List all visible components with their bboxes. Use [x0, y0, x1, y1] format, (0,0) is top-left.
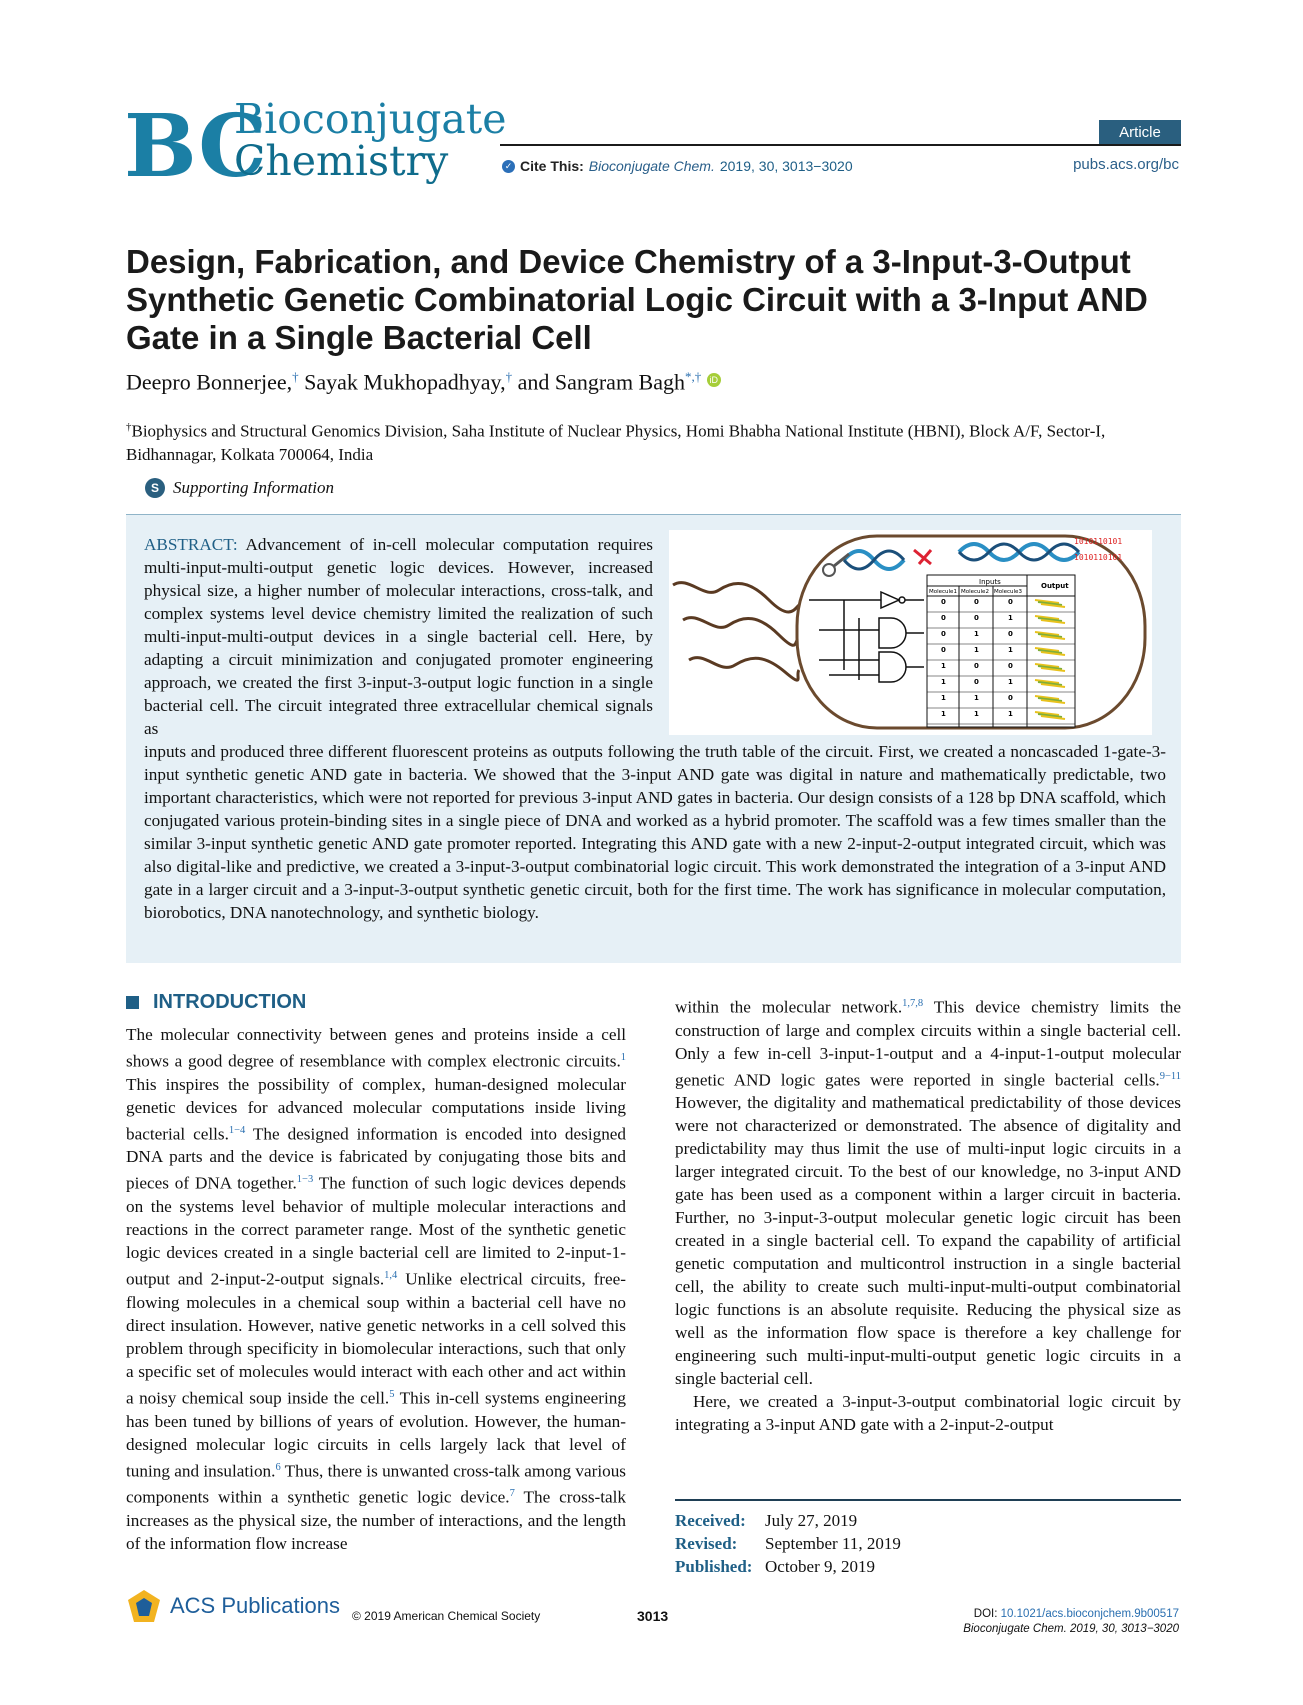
- cite-journal: Bioconjugate Chem.: [588, 158, 715, 174]
- affil-mark: †: [505, 369, 513, 384]
- journal-name-line1: Bioconjugate: [234, 95, 507, 143]
- cite-label: Cite This:: [520, 158, 584, 174]
- article-title: Design, Fabrication, and Device Chemistry of a 3-Input-3-Output Synthetic Genetic Combinatorial Logic Circuit with a 3-Input AND Gate in a Single Bacterial Cell: [126, 243, 1148, 356]
- truth-table-cell: 0: [1008, 694, 1013, 702]
- col-header-3: Molecule3: [994, 589, 1022, 595]
- truth-table-cell: 1: [1008, 678, 1013, 686]
- doi-label: DOI:: [973, 1608, 998, 1620]
- citation-link[interactable]: 1−3: [296, 1174, 314, 1186]
- supporting-info-label: Supporting Information: [173, 478, 335, 497]
- intro-paragraph-1-cont: within the molecular network.$^{1,7,8}$ This device chemistry limits the construction of large and complex circuits within a single bacterial cell. Only a few in-cell 3-input-1-output and a 4-input-1-output molecular genetic AND logic gates were reported in single bacterial cells.$^{9-11}$ However, the digitality and mathematical predictability of those devices were not characterized or demonstrated. The absence of digitality and predictability may thus limit the use of multi-input logic circuits in a larger integrated circuit. To the best of our knowledge, no 3-input AND gate has been used as a component within a larger circuit in bacteria. Further, no 3-input-3-output molecular genetic logic circuit has been created in a single bacterial cell. To expand the capability of artificial genetic computation and multicontrol instruction in a single bacterial cell, the ability to create such multi-input-multi-output combinatorial logic functions is an absolute requisite. Reducing the physical size as well as the information flow space is therefore a key challenge for engineering such multi-input-multi-output genetic logic circuits in a single bacterial cell.: [675, 997, 1181, 1389]
- journal-logo-icon: [124, 96, 267, 197]
- journal-name-line2: Chemistry: [234, 137, 449, 185]
- signal-wave-1: [673, 583, 799, 612]
- footer-citation: Bioconjugate Chem. 2019, 30, 3013−3020: [963, 1623, 1179, 1635]
- supporting-information-link[interactable]: [145, 478, 334, 498]
- truth-table-cell: 1: [1008, 614, 1013, 622]
- toc-graphic-svg: [669, 530, 1152, 735]
- intro-left-column: [126, 1023, 626, 1555]
- dates-rule: [675, 1499, 1181, 1501]
- affiliation: [126, 416, 1186, 466]
- truth-table-cell: 1: [974, 710, 979, 718]
- col-header-2: Molecule2: [961, 589, 989, 595]
- abstract-label: ABSTRACT:: [144, 535, 238, 554]
- publication-dates: [675, 1509, 901, 1578]
- citation-link[interactable]: 9−11: [1159, 1070, 1181, 1082]
- author-3[interactable]: and Sangram Bagh: [517, 369, 685, 395]
- truth-table-cell: 1: [974, 630, 979, 638]
- citation-link[interactable]: 1,7,8: [902, 998, 924, 1009]
- citation-link[interactable]: 1,4: [384, 1270, 398, 1282]
- journal-url-link[interactable]: pubs.acs.org/bc: [1073, 156, 1179, 173]
- affiliation-text: Biophysics and Structural Genomics Division, Saha Institute of Nuclear Physics, Homi Bhabha National Institute (HBNI), Block A/F, Sector-I, Bidhannagar, Kolkata 700064, India: [126, 421, 1106, 464]
- acs-publications-text: ACS Publications: [170, 1593, 340, 1618]
- truth-table-cell: 0: [941, 614, 946, 622]
- author-list: [126, 369, 721, 395]
- binary-2: 1010110101: [1074, 553, 1123, 562]
- truth-table-cell: 1: [1008, 710, 1013, 718]
- section-square-icon: [126, 996, 139, 1009]
- intro-right-column: [675, 992, 1181, 1436]
- author-2[interactable]: Sayak Mukhopadhyay,: [304, 369, 506, 395]
- page-number: 3013: [637, 1608, 669, 1624]
- abstract-part1: [144, 533, 653, 740]
- author-1[interactable]: Deepro Bonnerjee,: [126, 369, 293, 395]
- abstract-text-1: Advancement of in-cell molecular computation requires multi-input-multi-output genetic logic devices. However, increased physical size, a higher number of molecular interactions, cross-talk, and complex systems level device chemistry limited the realization of such multi-input-multi-output devices in a single bacterial cell. Here, by adapting a circuit minimization and conjugated promoter engineering approach, we created the first 3-input-3-output logic function in a single bacterial cell. The circuit integrated three extracellular chemical signals as: [144, 535, 653, 738]
- cite-volume: 2019, 30, 3013−3020: [719, 158, 853, 174]
- citation-link[interactable]: 1−4: [228, 1124, 246, 1136]
- truth-table-cell: 0: [974, 598, 979, 606]
- truth-table-cell: 0: [974, 614, 979, 622]
- citation-link[interactable]: 6: [275, 1461, 281, 1473]
- truth-table-cell: 1: [941, 678, 946, 686]
- received-label: Received:: [675, 1511, 746, 1530]
- affil-mark: †: [126, 421, 132, 433]
- truth-table-cell: 1: [974, 694, 979, 702]
- supporting-info-icon: S: [145, 478, 165, 498]
- acs-shield-icon: [126, 1588, 162, 1624]
- copyright: © 2019 American Chemical Society: [352, 1609, 541, 1623]
- truth-table-cell: 0: [1008, 598, 1013, 606]
- truth-table: [927, 575, 1075, 727]
- logo-b: BC: [124, 96, 267, 197]
- published-date: October 9, 2019: [765, 1557, 876, 1576]
- truth-table-cell: 0: [1008, 630, 1013, 638]
- truth-table-cell: 0: [941, 630, 946, 638]
- truth-table-cell: 1: [941, 662, 946, 670]
- output-header: Output: [1041, 582, 1069, 590]
- article-type-badge: Article: [1099, 120, 1181, 144]
- published-label: Published:: [675, 1557, 753, 1576]
- abstract-part2: inputs and produced three different fluorescent proteins as outputs following the truth table of the circuit. First, we created a noncascaded 1-gate-3-input synthetic genetic AND gate in bacteria. We showed that the 3-input AND gate was digital in nature and mathematically predictable, two important characteristics, which were not reported for previous 3-input AND gates in bacteria. Our design consists of a 128 bp DNA scaffold, which conjugated various protein-binding sites in a single piece of DNA and worked as a hybrid promoter. The scaffold was a few times smaller than the similar 3-input synthetic genetic AND gate promoter reported. Integrating this AND gate with a new 2-input-2-output integrated circuit, which was also digital-like and predictive, we created a 3-input-3-output combinatorial logic circuit. This work demonstrated the integration of a 3-input AND gate in a larger circuit and a 3-input-3-output synthetic genetic circuit, both for the first time. The work has significance in molecular computation, biorobotics, DNA nanotechnology, and synthetic biology.: [144, 742, 1166, 922]
- header-rule: [500, 144, 1181, 146]
- corresponding-mark: *,†: [685, 369, 702, 384]
- acs-publications-logo[interactable]: [126, 1588, 340, 1624]
- citation-link[interactable]: 1: [620, 1052, 626, 1063]
- truth-table-cell: 1: [1008, 646, 1013, 654]
- inputs-header: Inputs: [979, 578, 1001, 586]
- section-heading-introduction: [126, 991, 306, 1014]
- toc-graphic: [669, 530, 1152, 735]
- cite-this[interactable]: [502, 158, 853, 174]
- received-date: July 27, 2019: [765, 1511, 858, 1530]
- truth-table-cell: 1: [941, 710, 946, 718]
- revised-label: Revised:: [675, 1534, 738, 1553]
- affil-mark: †: [292, 369, 299, 384]
- truth-table-cell: 0: [941, 646, 946, 654]
- truth-table-cell: 1: [941, 694, 946, 702]
- section-heading-text: INTRODUCTION: [153, 991, 307, 1013]
- intro-paragraph-2: Here, we created a 3-input-3-output combinatorial logic circuit by integrating a 3-input AND gate with a 2-input-2-output: [675, 1392, 1181, 1435]
- check-icon: ✓: [502, 160, 515, 173]
- col-header-1: Molecule1: [929, 589, 957, 595]
- orcid-icon[interactable]: iD: [707, 373, 721, 387]
- truth-table-cell: 0: [974, 678, 979, 686]
- binary-1: 1010110101: [1074, 537, 1123, 546]
- intro-paragraph-1: The molecular connectivity between genes and proteins inside a cell shows a good degree of resemblance with complex electronic circuits.$^1$ This inspires the possibility of complex, human-designed molecular genetic devices for advanced molecular computations inside living bacterial cells.$^{1-4}$ The designed information is encoded into designed DNA parts and the device is fabricated by conjugating those bits and pieces of DNA together.$^{1-3}$ The function of such logic devices depends on the systems level behavior of multiple molecular interactions and reactions in the correct parameter range. Most of the synthetic genetic logic devices created in a single bacterial cell are limited to 2-input-1-output and 2-input-2-output signals.$^{1,4}$ Unlike electrical circuits, free-flowing molecules in a chemical soup within a bacterial cell have no direct insulation. However, native genetic networks in a cell solved this problem through specificity in biomolecular interactions, such that only a specific set of molecules would interact with each other and act within a noisy chemical soup inside the cell.$^5$ This in-cell systems engineering has been tuned by billions of years of evolution. However, the human-designed molecular logic circuits in cells largely lack that level of tuning and insulation.$^6$ Thus, there is unwanted cross-talk among various components within a synthetic genetic logic device.$^7$ The cross-talk increases as the physical size, the number of interactions, and the length of the information flow increase: [126, 1025, 627, 1554]
- truth-table-cell: 1: [974, 646, 979, 654]
- journal-name: [234, 95, 507, 185]
- signal-wave-3: [689, 658, 799, 681]
- signal-wave-2: [683, 618, 799, 646]
- doi-block: [963, 1607, 1179, 1637]
- truth-table-cell: 0: [941, 598, 946, 606]
- revised-date: September 11, 2019: [765, 1534, 901, 1553]
- citation-link[interactable]: 5: [389, 1388, 395, 1400]
- truth-table-cell: 0: [1008, 662, 1013, 670]
- truth-table-cell: 0: [974, 662, 979, 670]
- citation-link[interactable]: 7: [509, 1488, 515, 1500]
- doi-link[interactable]: 10.1021/acs.bioconjchem.9b00517: [1000, 1608, 1179, 1620]
